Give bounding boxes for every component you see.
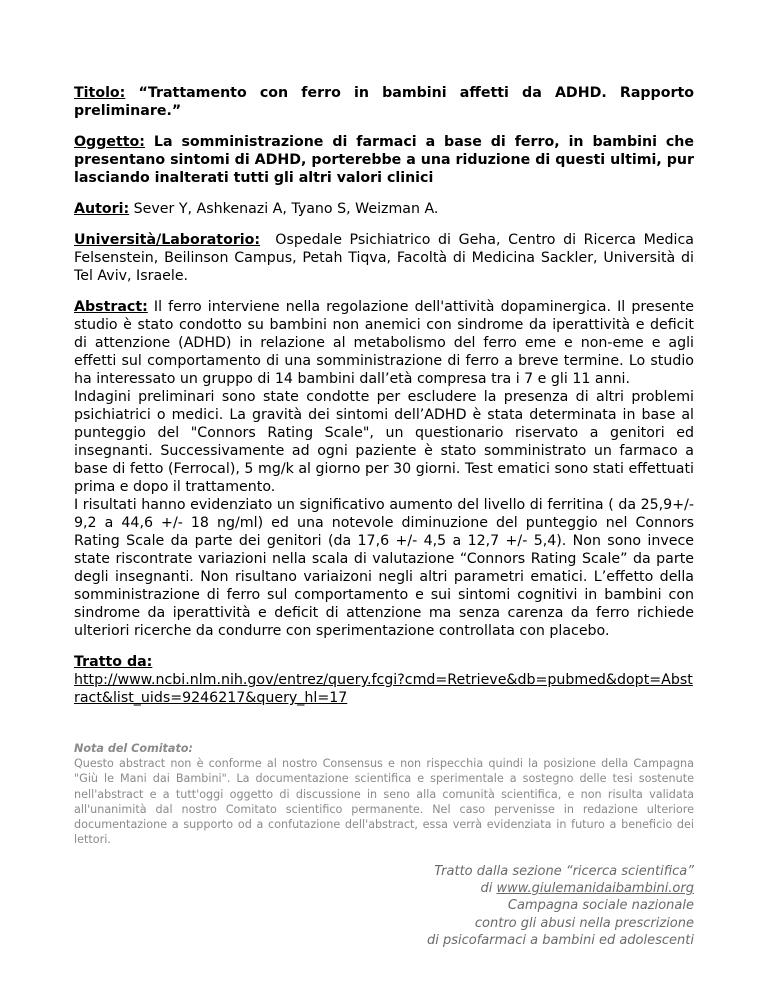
authors-section — [74, 200, 694, 218]
title-text: “Trattamento con ferro in bambini affetti da ADHD. Rapporto preliminare.” — [74, 85, 694, 119]
abstract-paragraph-2: Indagini preliminari sono state condotte per escludere la presenza di altri problemi psichiatrici o medici. La gravità dei sintomi dell’ADHD è stata determinata in base al punteggio del "Connors Rating Scale", un questionario riservato a genitori ed insegnanti. Successivamente ad ogni paziente è stato somministrato un farmaco a base di fetto (Ferrocal), 5 mg/k al giorno per 30 giorni. Test ematici sono stati effettuati prima e dopo il trattamento. — [74, 389, 694, 495]
affiliation-section — [74, 231, 699, 285]
abstract-label: Abstract: — [74, 299, 148, 315]
authors-label: Autori: — [74, 201, 130, 217]
source-label: Tratto da: — [74, 654, 153, 670]
footer-line-5: di psicofarmaci a bambini ed adolescenti — [426, 932, 694, 948]
title-section — [74, 84, 694, 120]
subject-label: Oggetto: — [74, 134, 145, 150]
affiliation-text: Ospedale Psichiatrico di Geha, Centro di Ricerca Medica Felsenstein, Beilinson Campus, Petah Tiqva, Facoltà di Medicina Sackler, Università di Tel Aviv, Israele. — [74, 232, 699, 284]
abstract-paragraph-3: I risultati hanno evidenziato un significativo aumento del livello di ferritina ( da 25,9+/- 9,2 a 44,6 +/- 18 ng/ml) ed una notevole diminuzione del punteggio nel Connors Rating Scale da parte dei genitori (da 17,6 +/- 4,5 a 12,7 +/- 5,4). Non sono invece state riscontrate variazioni nella scala di valutazione “Connors Rating Scale” da parte degli insegnanti. Non risultano variaizoni negli altri parametri ematici. L’effetto della somministrazione di ferro sul comportamento e sui sintomi cognitivi in bambini con sindrome da iperattività e deficit di attenzione ma senza carenza da ferro richiede ulteriori ricerche da condurre con sperimentazione controllata con placebo. — [74, 497, 694, 639]
committee-note-title: Nota del Comitato: — [74, 742, 193, 755]
footer-line-4: contro gli abusi nella prescrizione — [474, 915, 694, 931]
footer-line-2-prefix: di — [480, 881, 497, 897]
subject-section — [74, 133, 694, 187]
authors-text: Sever Y, Ashkenazi A, Tyano S, Weizman A. — [129, 201, 439, 217]
subject-text: La somministrazione di farmaci a base di ferro, in bambini che presentano sintomi di ADHD, porterebbe a una riduzione di questi ultimi, pur lasciando inalterati tutti gli altri valori clinici — [74, 134, 694, 186]
abstract-section — [74, 298, 694, 640]
footer-line-3: Campagna sociale nazionale — [507, 898, 694, 914]
footer-line-1: Tratto dalla sezione “ricerca scientifica” — [434, 864, 694, 879]
website-link[interactable]: www.giulemanidaibambini.org — [496, 881, 694, 897]
document-body — [74, 84, 699, 707]
committee-note-text: Questo abstract non è conforme al nostro Consensus e non rispecchia quindi la posizione della Campagna "Giù le Mani dai Bambini". La documentazione scientifica e sperimentale a sostegno delle tesi sostenute nell'abstract e a tutt'oggi oggetto di discussione in seno alla comunità scientifica, e non risulta validata all'unanimità dal nostro Comitato scientifico permanente. Nel caso pervenisse in redazione ulteriore documentazione a supporto od a confutazione dell'abstract, essa verrà evidenziata in futuro a beneficio dei lettori. — [74, 757, 694, 847]
abstract-paragraph-1: Il ferro interviene nella regolazione dell'attività dopaminergica. Il presente studio è stato condotto su bambini non anemici con sindrome da iperattività e deficit di attenzione (ADHD) in relazione al metabolismo del ferro eme e non-eme e agli effetti sul comportamento di una somministrazione di ferro a breve termine. Lo studio ha interessato un gruppo di 14 bambini dall’età compresa tra i 7 e gli 11 anni. — [74, 299, 694, 387]
footer-line-2 — [334, 880, 694, 897]
affiliation-label: Università/Laboratorio: — [74, 232, 261, 248]
footer-credits — [334, 863, 694, 949]
committee-note — [74, 741, 694, 847]
source-section — [74, 653, 694, 707]
title-label: Titolo: — [74, 85, 126, 101]
source-link[interactable]: http://www.ncbi.nlm.nih.gov/entrez/query.fcgi?cmd=Retrieve&db=pubmed&dopt=Abstract&list_uids=9246217&query_hl=17 — [74, 672, 693, 706]
